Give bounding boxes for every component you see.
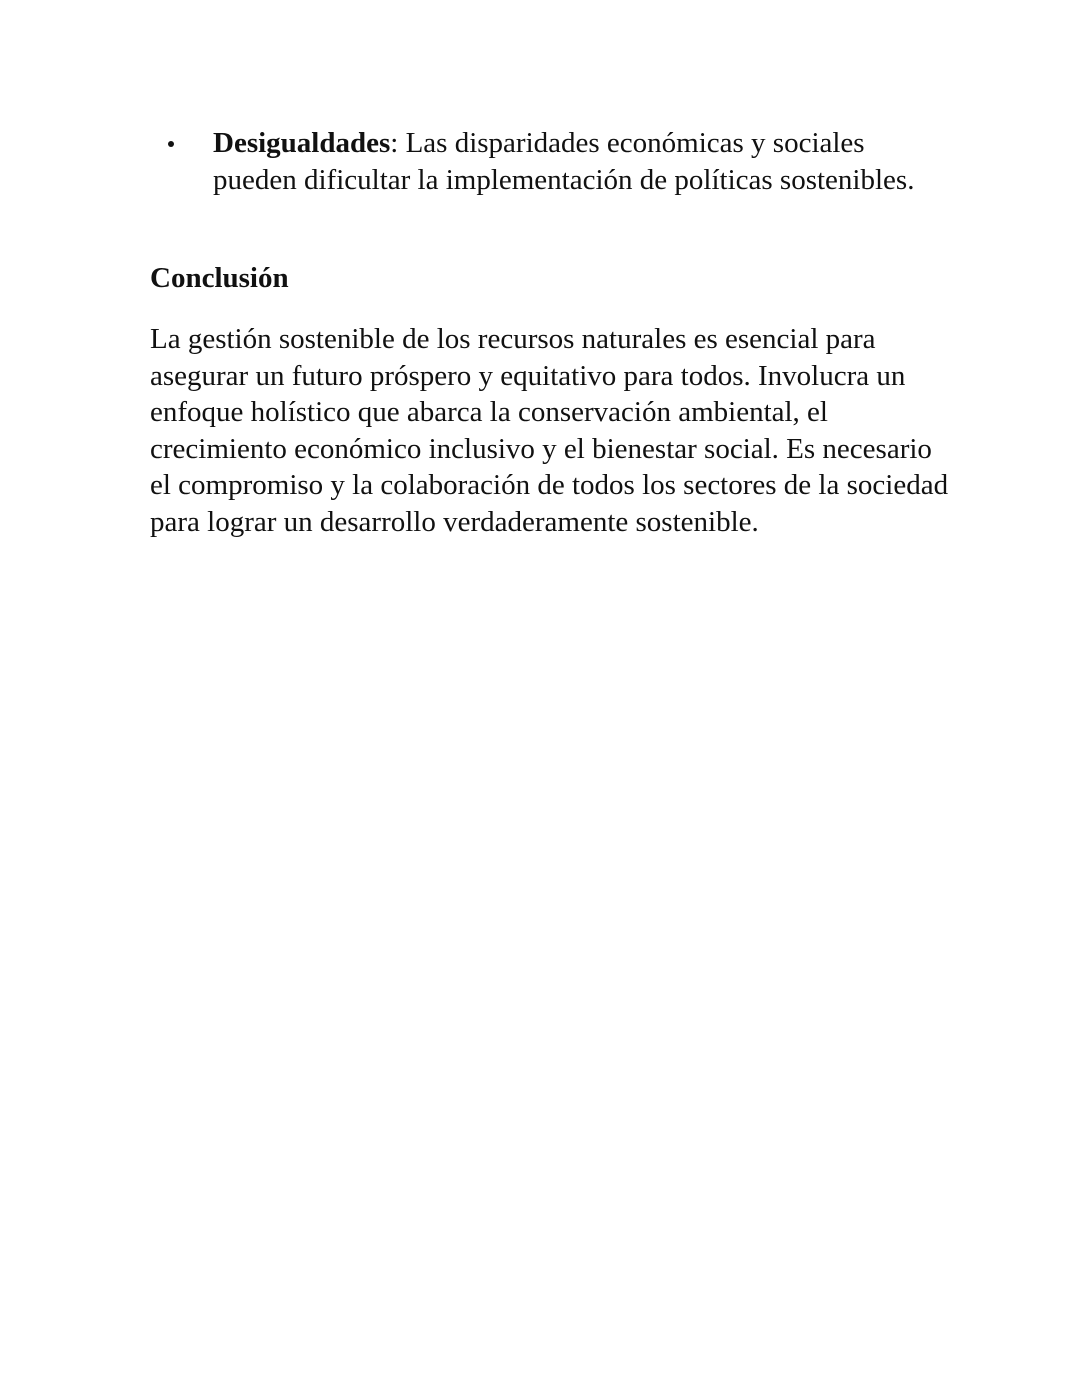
list-item [150, 125, 950, 198]
section-heading-conclusion: Conclusión [150, 262, 289, 294]
bullet-text: Las disparidades económicas y sociales pueden dificultar la implementación de políticas sostenibles. [213, 127, 915, 196]
bullet-term: Desigualdades [213, 127, 391, 159]
conclusion-paragraph: La gestión sostenible de los recursos naturales es esencial para asegurar un futuro próspero y equitativo para todos. Involucra un enfoque holístico que abarca la conservación ambiental, el crecimiento económico inclusivo y el bienestar social. Es necesario el compromiso y la colaboración de todos los sectores de la sociedad para lograr un desarrollo verdaderamente sostenible. [150, 323, 949, 538]
bullet-separator: : [390, 127, 406, 159]
bullet-list [150, 125, 950, 198]
bullet-dot-icon [168, 141, 174, 147]
